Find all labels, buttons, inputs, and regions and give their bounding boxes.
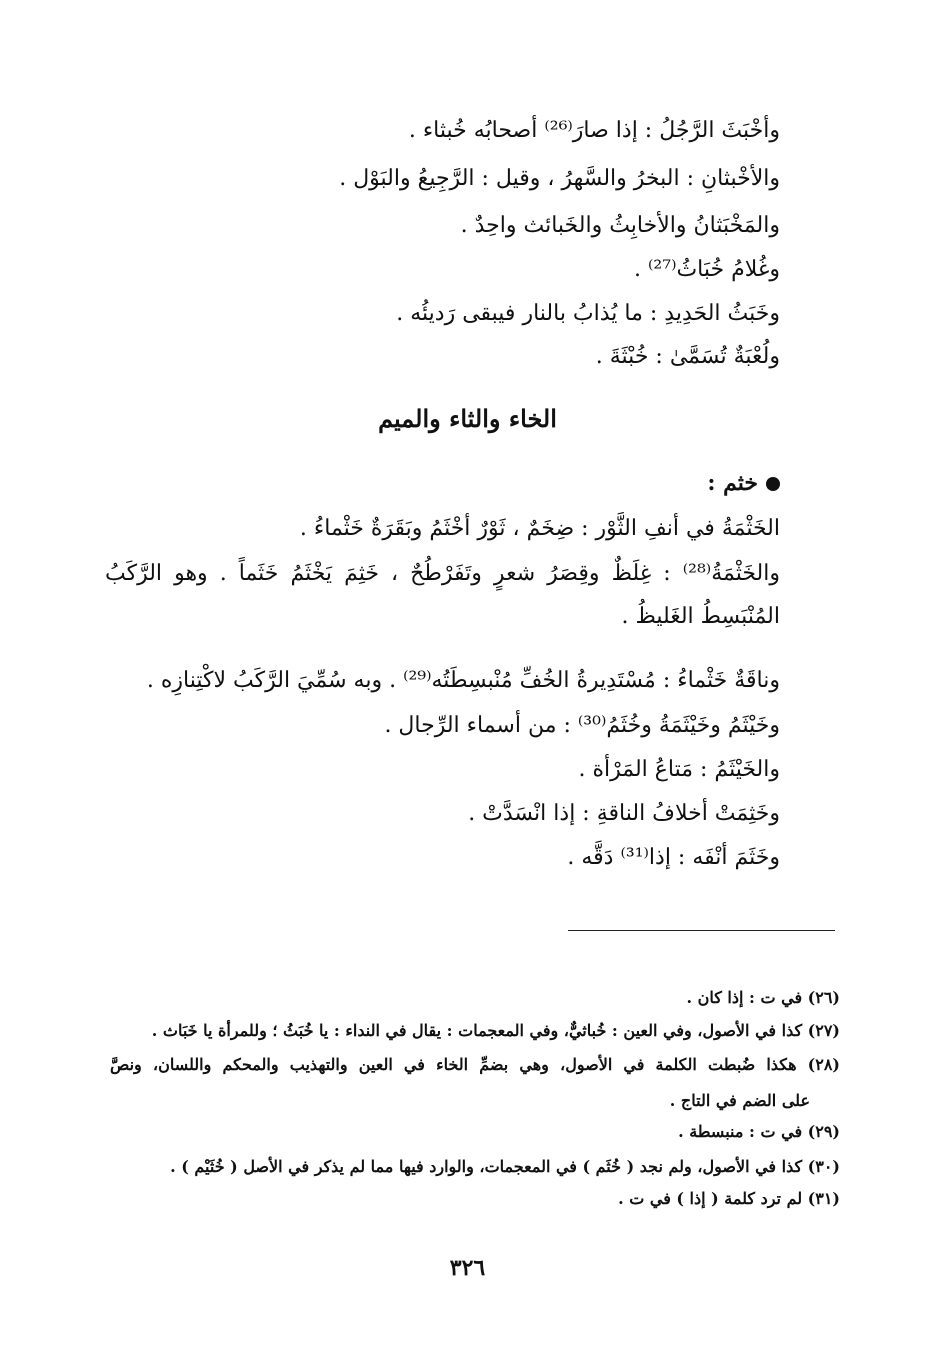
entry-line-makhbathan: والمَخْبَثانُ والأخابِثُ والخَبائث واحِدٌ .	[460, 213, 780, 238]
entry-head-khthm	[707, 466, 780, 500]
bullet-icon	[766, 477, 780, 491]
footnote-31: (٣١) لم ترد كلمة ( إذا ) في ت .	[618, 1189, 840, 1208]
footnote-30: (٣٠) كذا في الأصول، ولم نجد ( خُثَم ) في المعجمات، والوارد فيها مما لم يذكر في الأصل ( خُثَيْم ) .	[170, 1157, 840, 1176]
entry-line-lubah: ولُعْبَةٌ تُسَمَّىٰ : خُبْثَةَ .	[595, 344, 780, 369]
entry-line-akhbatha: وأخْبَثَ الرَّجُلُ : إذا صارَ⁽²⁶⁾ أصحابُه خُبثاء .	[408, 118, 780, 143]
footnote-29: (٢٩) في ت : منبسطة .	[678, 1122, 840, 1141]
entry-head-label: خثم :	[707, 470, 758, 496]
footnote-28: (٢٨) هكذا ضُبطت الكلمة في الأصول، وهي بضمِّ الخاء في العين والتهذيب والمحكم واللسان، ونصَّ	[110, 1055, 840, 1074]
entry-line-khabath-hadid: وخَبَثُ الحَدِيدِ : ما يُذابُ بالنار فيبقى رَديئُه .	[396, 301, 780, 326]
page-number: ٣٢٦	[449, 1255, 486, 1281]
entry-line-akhbathan: والأخْبثانِ : البخرُ والسَّهرُ ، وقيل : الرَّجِيعُ والبَوْل .	[339, 166, 780, 191]
section-heading: الخاء والثاء والميم	[378, 404, 557, 433]
entry-line-ghulam: وغُلامُ خُبَاثُ⁽²⁷⁾ .	[634, 257, 780, 282]
footnote-28-continued: على الضم في التاج .	[669, 1091, 810, 1110]
entry-line-khathama: وخَثَمَ أنْفَه : إذا⁽³¹⁾ دَقَّه .	[567, 845, 780, 870]
entry-line-khathmah: الخَثْمَةُ في أنفِ الثَّوْر : ضِخَمٌ ، ثَوْرٌ أخْثَمُ وبَقَرَةٌ خَثْماءُ .	[299, 516, 780, 541]
footnote-divider	[568, 930, 835, 931]
entry-line-munbasit: المُنْبَسِطُ الغَليظُ .	[621, 604, 780, 629]
entry-line-khaytham: وخَيْثَمُ وخَيْثَمَةُ وخُثَمُ⁽³⁰⁾ : من أسماء الرِّجال .	[384, 713, 780, 738]
entry-line-al-khaytham: والخَيْثَمُ : مَتاعُ المَرْأة .	[578, 757, 780, 782]
footnote-26: (٢٦) في ت : إذا كان .	[686, 988, 840, 1007]
entry-line-khathmah-2: والخَثْمَةُ⁽²⁸⁾ : غِلَظٌ وقِصَرُ شعرٍ وتَفَرْطُحٌ ، خَثِمَ يَخْثَمُ خَثَماً . وهو الرَّكَبُ	[105, 561, 780, 586]
entry-line-khathimat: وخَثِمَتْ أخلافُ الناقةِ : إذا انْسَدَّتْ .	[468, 801, 780, 826]
entry-line-naqah: وناقَةٌ خَثْماءُ : مُسْتَدِيرةُ الخُفِّ مُنْبسِطَتُه⁽²⁹⁾ . وبه سُمِّيَ الرَّكَبُ لاكْتِنازِه .	[146, 668, 780, 693]
footnote-27: (٢٧) كذا في الأصول، وفي العين : خُباثيٌّ، وفي المعجمات : يقال في النداء : يا خُبَثُ ؛ وللمرأة يا خَبَاث .	[151, 1021, 840, 1040]
